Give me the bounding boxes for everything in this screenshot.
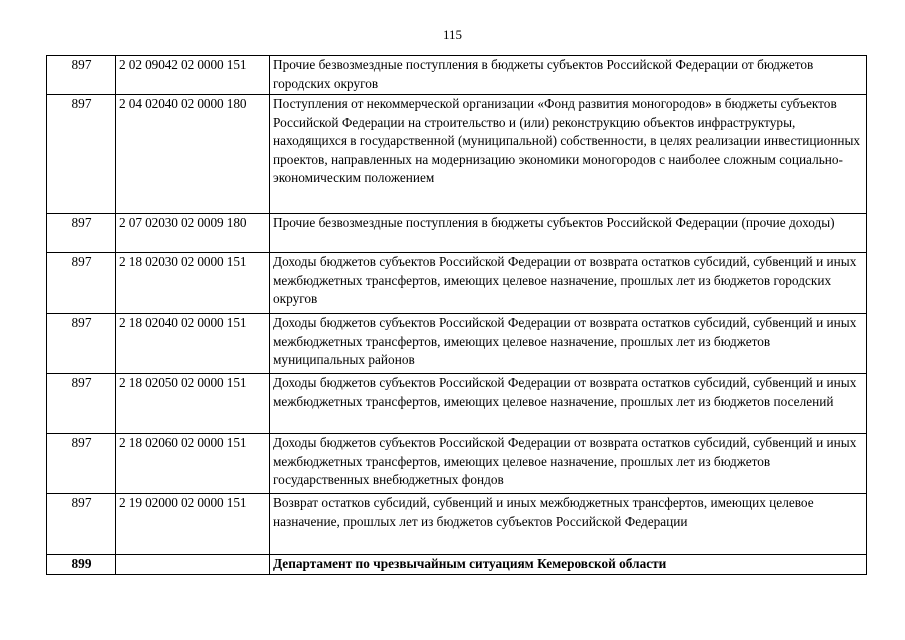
revenue-code-cell: 2 18 02040 02 0000 151	[116, 314, 270, 374]
revenue-description-cell: Доходы бюджетов субъектов Российской Федерации от возврата остатков субсидий, субвенций и иных межбюджетных трансфертов, имеющих целевое назначение, прошлых лет из бюджетов поселений	[270, 374, 867, 434]
revenue-code-cell: 2 18 02050 02 0000 151	[116, 374, 270, 434]
revenue-code-cell: 2 02 09042 02 0000 151	[116, 56, 270, 95]
admin-code-cell: 897	[47, 56, 116, 95]
admin-code-cell: 897	[47, 494, 116, 555]
revenue-description-cell: Доходы бюджетов субъектов Российской Федерации от возврата остатков субсидий, субвенций и иных межбюджетных трансфертов, имеющих целевое назначение, прошлых лет из бюджетов государственных внебюджетных фондов	[270, 434, 867, 494]
admin-code-cell: 897	[47, 253, 116, 314]
table-row	[47, 434, 867, 494]
revenue-code-cell: 2 19 02000 02 0000 151	[116, 494, 270, 555]
page-number: 115	[442, 27, 463, 42]
table-row	[47, 314, 867, 374]
revenue-description-cell: Поступления от некоммерческой организации «Фонд развития моногородов» в бюджеты субъектов Российской Федерации на строительство и (или) реконструкцию объектов инфраструктуры, находящихся в государственной (муниципальной) собственности, в целях реализации инвестиционных проектов, направленных на модернизацию экономики моногородов с наиболее сложным социально-экономическим положением	[270, 95, 867, 214]
table-row	[47, 214, 867, 253]
admin-code-cell: 897	[47, 434, 116, 494]
table-row	[47, 56, 867, 95]
table-row	[47, 494, 867, 555]
revenue-code-cell: 2 04 02040 02 0000 180	[116, 95, 270, 214]
revenue-code-cell: 2 18 02060 02 0000 151	[116, 434, 270, 494]
admin-code-cell: 897	[47, 214, 116, 253]
table-row	[47, 95, 867, 214]
department-name-cell: Департамент по чрезвычайным ситуациям Кемеровской области	[270, 555, 867, 575]
admin-code-cell: 897	[47, 95, 116, 214]
revenue-description-cell: Доходы бюджетов субъектов Российской Федерации от возврата остатков субсидий, субвенций и иных межбюджетных трансфертов, имеющих целевое назначение, прошлых лет из бюджетов городских округов	[270, 253, 867, 314]
revenue-description-cell: Доходы бюджетов субъектов Российской Федерации от возврата остатков субсидий, субвенций и иных межбюджетных трансфертов, имеющих целевое назначение, прошлых лет из бюджетов муниципальных районов	[270, 314, 867, 374]
revenue-description-cell: Возврат остатков субсидий, субвенций и иных межбюджетных трансфертов, имеющих целевое назначение, прошлых лет из бюджетов субъектов Российской Федерации	[270, 494, 867, 555]
admin-code-cell: 897	[47, 374, 116, 434]
table-row	[47, 374, 867, 434]
revenue-codes-table	[46, 55, 867, 575]
revenue-code-cell: 2 07 02030 02 0009 180	[116, 214, 270, 253]
department-header-row	[47, 555, 867, 575]
admin-code-cell: 899	[47, 555, 116, 575]
revenue-description-cell: Прочие безвозмездные поступления в бюджеты субъектов Российской Федерации от бюджетов городских округов	[270, 56, 867, 95]
admin-code-cell: 897	[47, 314, 116, 374]
revenue-description-cell: Прочие безвозмездные поступления в бюджеты субъектов Российской Федерации (прочие доходы)	[270, 214, 867, 253]
table-row	[47, 253, 867, 314]
revenue-code-cell: 2 18 02030 02 0000 151	[116, 253, 270, 314]
revenue-code-cell	[116, 555, 270, 575]
